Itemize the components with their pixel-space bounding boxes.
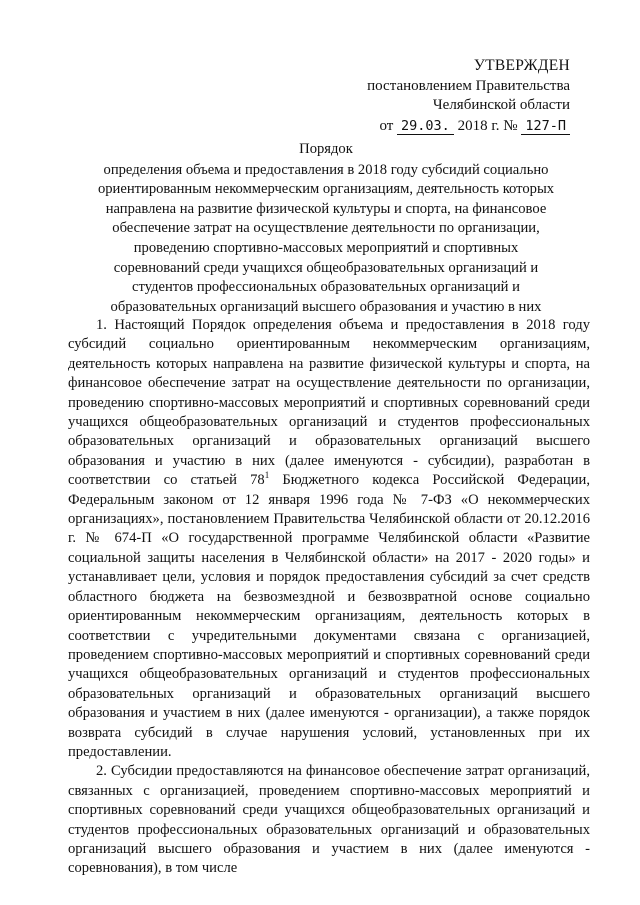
approval-date-line (350, 117, 570, 136)
date-suffix: 2018 г. № (457, 118, 518, 134)
title-text: определения объема и предоставления в 2018 году субсидий социально ориентированным некоммерческим организациям, деятельность которых направлена на развитие физической культуры и спорта, на финансовое обеспечение затрат на осуществление деятельности по организации, проведению спортивно-массовых мероприятий и спортивных соревнований среди учащихся общеобразовательных организаций и студентов профессиональных образовательных организаций и образовательных организаций высшего образования и участию в них (97, 161, 555, 315)
approval-heading: УТВЕРЖДЕН (473, 57, 570, 74)
paragraph-1-text-b: Бюджетного кодекса Российской Федерации, Федеральным законом от 12 января 1996 года № 7-ФЗ «О некоммерческих организациях», постановлением Правительства Челябинской области от 20.12.2016 г. № 674-П «О государственной программе Челябинской области «Развитие социальной защиты населения в Челябинской области» на 2017 - 2020 годы» и устанавливает цели, условия и порядок предоставления субсидий за счет средств областного бюджета на безвозмездной и безвозвратной основе социально ориентированным некоммерческим организациям, деятельность которых в соответствии с учредительными документами связана с организацией, проведением спортивно-массовых мероприятий и спортивных соревнований среди учащихся общеобразовательных организаций и студентов профессиональных образовательных организаций и образовательных организаций высшего образования и участием в них (далее именуются - организации), а также порядок возврата субсидий в случае нарушения условий, установленных при их предоставлении. (68, 472, 591, 760)
approval-stamp (350, 56, 570, 136)
document-title (92, 140, 560, 317)
approval-line-region: Челябинской области (432, 97, 570, 113)
resolution-number: 127-П (521, 118, 570, 135)
paragraph-2: 2. Субсидии предоставляются на финансовое обеспечение затрат организаций, связанных с организацией, проведением спортивно-массовых мероприятий и спортивных соревнований среди учащихся общеобразовательных организаций и студентов профессиональных образовательных организаций и образовательных организаций высшего образования и участием в них (далее именуются - соревнования), в том числе (68, 763, 590, 877)
footnote-superscript: 1 (264, 470, 270, 481)
paragraph-1-text-a: 1. Настоящий Порядок определения объема и предоставления в 2018 году субсидий социально ориентированным некоммерческим организациям, деятельность которых направлена на развитие физической культуры и спорта, на финансовое обеспечение затрат на осуществление деятельности по организации, проведению спортивно-массовых мероприятий и спортивных соревнований среди учащихся общеобразовательных организаций и студентов профессиональных образовательных организаций и образовательных организаций высшего образования и участию в них (далее именуются - субсидии), разработан в соответствии со статьей 78 (68, 317, 590, 489)
date-value: 29.03. (397, 118, 454, 135)
paragraph-1 (68, 316, 590, 762)
approval-line-resolution: постановлением Правительства (367, 78, 570, 94)
title-heading: Порядок (299, 141, 353, 157)
date-prefix: от (379, 118, 394, 134)
document-body (68, 316, 590, 879)
